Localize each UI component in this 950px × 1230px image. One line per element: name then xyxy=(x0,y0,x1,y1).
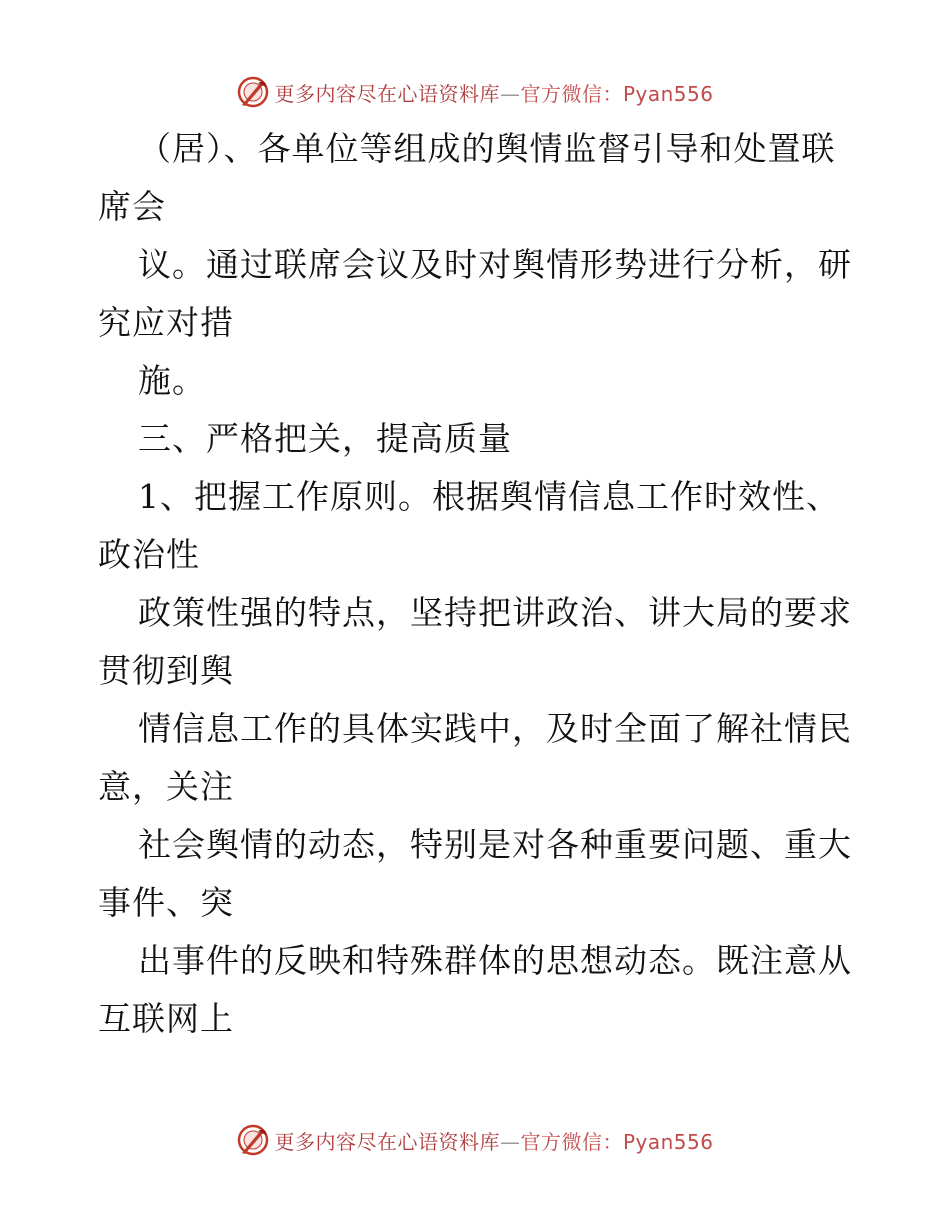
text-line: 席会 xyxy=(98,187,166,226)
quill-logo-icon xyxy=(236,1123,270,1157)
text-line: 社会舆情的动态，特别是对各种重要问题、重大 xyxy=(138,825,852,864)
document-body xyxy=(98,120,858,1048)
header-separator: — xyxy=(499,81,521,106)
header-watermark xyxy=(0,72,950,112)
text-line: 1、把握工作原则。根据舆情信息工作时效性、 xyxy=(138,477,840,516)
text-line: 贯彻到舆 xyxy=(98,651,234,690)
text-line: 政策性强的特点，坚持把讲政治、讲大局的要求 xyxy=(138,593,852,632)
text-line: 事件、突 xyxy=(98,883,234,922)
footer-brand: 更多内容尽在心语资料库 xyxy=(274,1129,500,1154)
footer-separator: — xyxy=(499,1129,521,1154)
text-line: 情信息工作的具体实践中，及时全面了解社情民 xyxy=(138,709,852,748)
text-line: 政治性 xyxy=(98,535,200,574)
header-brand: 更多内容尽在心语资料库 xyxy=(274,81,500,106)
section-heading: 三、严格把关，提高质量 xyxy=(138,419,512,458)
header-wechat: 官方微信：Pyan556 xyxy=(520,81,714,106)
text-line: 施。 xyxy=(138,361,206,400)
text-line: 互联网上 xyxy=(98,999,234,1038)
text-line: 究应对措 xyxy=(98,303,234,342)
quill-logo-icon xyxy=(236,75,270,109)
text-line: 出事件的反映和特殊群体的思想动态。既注意从 xyxy=(138,941,852,980)
footer-wechat: 官方微信：Pyan556 xyxy=(520,1129,714,1154)
text-line: 议。通过联席会议及时对舆情形势进行分析，研 xyxy=(138,245,852,284)
footer-watermark xyxy=(0,1120,950,1160)
text-line: （居）、各单位等组成的舆情监督引导和处置联 xyxy=(138,129,836,168)
text-line: 意，关注 xyxy=(98,767,234,806)
